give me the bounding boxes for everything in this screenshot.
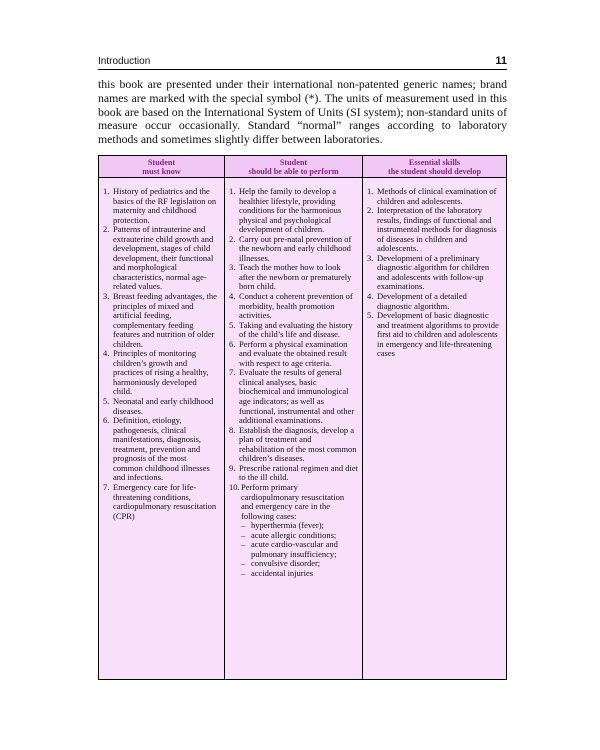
table-header-row (99, 156, 506, 178)
item-number: 6. (103, 415, 110, 426)
item-text: Carry out pre-natal prevention of the newborn and early childhood illnesses. (239, 233, 352, 263)
list-item (367, 187, 499, 206)
item-text: History of pediatrics and the basics of the RF legislation on maternity and childhood protection. (113, 186, 217, 225)
essential-skills-list (367, 187, 499, 359)
list-item (229, 340, 358, 369)
sub-item-text: accidental injuries (251, 567, 314, 578)
item-text: Patterns of intrauterine and extrauterine child growth and development, stages of child development, their functional and morphological characteristics, normal age-related values. (113, 224, 214, 292)
item-number: 3. (229, 262, 236, 273)
list-item (103, 397, 218, 416)
dash-bullet: – (241, 529, 246, 540)
item-number: 1. (103, 186, 110, 196)
item-number: 3. (103, 291, 110, 302)
item-number: 2. (229, 233, 236, 244)
sub-item-text: hyperthermia (fever); (251, 520, 324, 531)
item-number: 4. (103, 348, 110, 359)
list-item (229, 426, 358, 464)
list-item (229, 263, 358, 292)
list-item (103, 292, 218, 349)
list-item (229, 368, 358, 425)
item-number: 7. (229, 367, 236, 378)
item-text: Neonatal and early childhood diseases. (113, 396, 214, 416)
must-know-list (103, 187, 218, 521)
item-text: Establish the diagnosis, develop a plan of treatment and rehabilitation of the most common children’s diseases. (239, 424, 357, 464)
sub-item-text: acute cardio-vascular and pulmonary insufficiency; (251, 539, 338, 559)
list-item (229, 187, 358, 235)
col-header-must-know: Student must know (142, 158, 181, 176)
item-number: 2. (367, 205, 374, 216)
item-number: 4. (229, 291, 236, 302)
item-text: Development of a detailed diagnostic algorithm. (377, 291, 467, 311)
list-item (229, 235, 358, 264)
list-item (367, 311, 499, 359)
item-number: 8. (229, 424, 236, 435)
list-item (367, 292, 499, 311)
emergency-cases-list (241, 521, 358, 578)
list-item (103, 416, 218, 483)
sub-list-item (241, 540, 358, 559)
list-item (103, 225, 218, 292)
item-text: Emergency care for life-threatening conditions, cardiopulmonary resuscitation (CPR) (113, 481, 217, 521)
item-text: Prescribe rational regimen and diet to the ill child. (239, 462, 358, 483)
item-number: 3. (367, 252, 374, 263)
list-item (229, 483, 358, 578)
list-item (103, 349, 218, 397)
dash-bullet: – (241, 558, 246, 569)
dash-bullet: – (241, 520, 246, 531)
item-text: Breast feeding advantages, the principles of mixed and artificial feeding, complementary feeding features and nutrition of older children. (113, 291, 217, 349)
dash-bullet: – (241, 567, 246, 578)
item-number: 6. (229, 338, 236, 349)
section-title: Introduction (98, 56, 151, 67)
item-number: 9. (229, 462, 236, 473)
intro-paragraph: this book are presented under their international non-patented generic names; brand names are marked with the special symbol (*). The units of measurement used in this book are based on the International System of Units (SI system); non-standard units of measure occur occasionally. Standard “normal” ranges according to laboratory methods and sometimes slightly differ between laboratories. (98, 77, 507, 147)
item-number: 2. (103, 224, 110, 235)
list-item (229, 292, 358, 321)
page-number: 11 (495, 55, 507, 67)
running-head (98, 55, 507, 67)
item-text: Development of a preliminary diagnostic algorithm for children and adolescents with follow-up examinations. (377, 252, 490, 292)
col-header-able-to-perform: Student should be able to perform (248, 158, 339, 176)
item-text: Conduct a coherent prevention of morbidity, health promotion activities. (239, 291, 353, 321)
item-number: 5. (103, 396, 110, 407)
item-text: Methods of clinical examination of children and adolescents. (377, 186, 497, 206)
item-number: 1. (367, 186, 374, 196)
item-text: Development of basic diagnostic and treatment algorithms to provide first aid to children and adolescents in emergency and life-threatening cases (377, 310, 499, 359)
competencies-table (98, 155, 507, 680)
sub-list-item (241, 569, 358, 579)
item-number: 5. (229, 319, 236, 330)
item-text: Perform a physical examination and evaluate the obtained result with respect to age criteria. (239, 338, 348, 368)
list-item (367, 254, 499, 292)
item-text: Interpretation of the laboratory results, findings of functional and instrumental methods for diagnosis of diseases in children and adolescents. (377, 205, 497, 254)
item-text: Teach the mother how to look after the newborn or prematurely born child. (239, 262, 352, 292)
column-divider (224, 156, 225, 679)
column-divider (362, 156, 363, 679)
list-item (103, 187, 218, 225)
item-text: Taking and evaluating the history of the child’s life and disease. (239, 319, 353, 340)
item-text: Definition, etiology, pathogenesis, clinical manifestations, diagnosis, treatment, prevention and prognosis of the most common childhood illnesses and infections. (113, 415, 210, 483)
list-item (103, 483, 218, 521)
list-item (229, 321, 358, 340)
item-number: 5. (367, 310, 374, 321)
list-item (229, 464, 358, 483)
sub-item-text: convulsive disorder; (251, 558, 321, 569)
item-text: Perform primary cardiopulmonary resuscitation and emergency care in the following cases: (241, 481, 345, 521)
col-header-essential-skills: Essential skills the student should develop (387, 158, 482, 176)
sub-item-text: acute allergic conditions; (251, 529, 337, 540)
item-number: 1. (229, 186, 236, 196)
item-text: Help the family to develop a healthier lifestyle, providing conditions for the harmonious physical and psychological development of children. (239, 186, 342, 235)
item-number: 4. (367, 291, 374, 302)
item-number: 7. (103, 481, 110, 492)
dash-bullet: – (241, 539, 246, 550)
item-number: 10. (229, 481, 240, 492)
list-item (367, 206, 499, 254)
able-to-perform-list (229, 187, 358, 578)
header-rule (98, 69, 507, 70)
item-text: Evaluate the results of general clinical analyses, basic biochemical and immunological age indicators; as well as functional, instrumental and other additional examinations. (239, 367, 355, 426)
item-text: Principles of monitoring children’s growth and practices of rising a healthy, harmoniously developed child. (113, 348, 209, 397)
